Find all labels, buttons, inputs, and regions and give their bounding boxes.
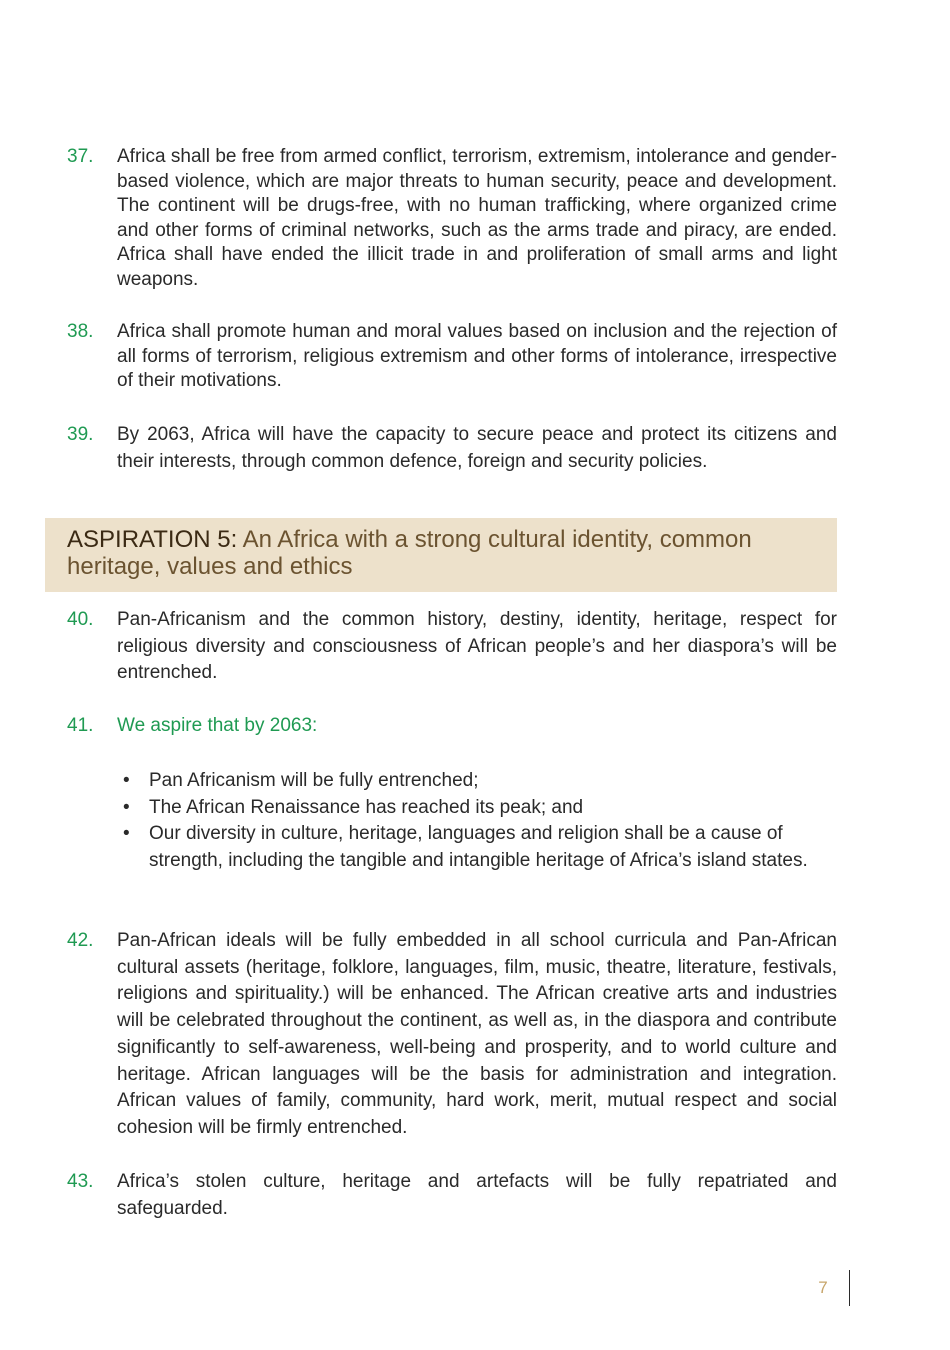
item-number: 39. xyxy=(67,424,94,445)
paragraph-37 xyxy=(67,145,837,293)
item-text: Africa’s stolen culture, heritage and artefacts will be fully repatriated and safeguarded. xyxy=(117,1171,837,1219)
aspiration-bullet-list xyxy=(117,768,837,875)
list-item: • Our diversity in culture, heritage, languages and religion shall be a cause of strength, including the tangible and intangible heritage of Africa’s island states. xyxy=(117,821,837,874)
item-number: 40. xyxy=(67,609,94,630)
item-number: 38. xyxy=(67,321,94,342)
item-number: 42. xyxy=(67,930,94,951)
item-text: We aspire that by 2063: xyxy=(117,715,318,736)
item-text: By 2063, Africa will have the capacity to secure peace and protect its citizens and their interests, through common defence, foreign and security policies. xyxy=(117,424,837,472)
paragraph-41 xyxy=(67,714,837,739)
aspiration-label: ASPIRATION 5: xyxy=(67,526,238,553)
paragraph-43 xyxy=(67,1169,837,1222)
item-number: 41. xyxy=(67,715,94,736)
list-item: • The African Renaissance has reached its peak; and xyxy=(117,795,837,822)
aspiration-banner xyxy=(45,518,837,592)
page-number-divider xyxy=(849,1270,850,1306)
paragraph-42 xyxy=(67,928,837,1142)
item-number: 37. xyxy=(67,146,94,167)
aspiration-title: An Africa with a strong cultural identity, common heritage, values and ethics xyxy=(67,526,752,580)
paragraph-39 xyxy=(67,421,837,475)
item-text: Africa shall be free from armed conflict, terrorism, extremism, intolerance and gender-based violence, which are major threats to human security, peace and development. The continent will be drugs-free, with no human trafficking, where organized crime and other forms of criminal networks, such as the arms trade and piracy, are ended. Africa shall have ended the illicit trade in and proliferation of small arms and light weapons. xyxy=(117,146,837,290)
paragraph-40 xyxy=(67,607,837,687)
list-item: • Pan Africanism will be fully entrenched; xyxy=(117,768,837,795)
item-number: 43. xyxy=(67,1171,94,1192)
item-text: Africa shall promote human and moral values based on inclusion and the rejection of all forms of terrorism, religious extremism and other forms of intolerance, irrespective of their motivations. xyxy=(117,321,837,392)
aspiration-heading xyxy=(67,526,817,580)
item-text: Pan-African ideals will be fully embedded in all school curricula and Pan-African cultural assets (heritage, folklore, languages, film, music, theatre, literature, festivals, religions and spirituality.) will be enhanced. The African creative arts and industries will be celebrated throughout the continent, as well as, in the diaspora and contribute significantly to self-awareness, well-being and prosperity, and to world culture and heritage. African languages will be the basis for administration and integration. African values of family, community, hard work, merit, mutual respect and social cohesion will be firmly entrenched. xyxy=(117,930,837,1138)
item-text: Pan-Africanism and the common history, destiny, identity, heritage, respect for religious diversity and consciousness of African people’s and her diaspora’s will be entrenched. xyxy=(117,609,837,684)
page-number: 7 xyxy=(818,1278,828,1297)
paragraph-38 xyxy=(67,320,837,394)
